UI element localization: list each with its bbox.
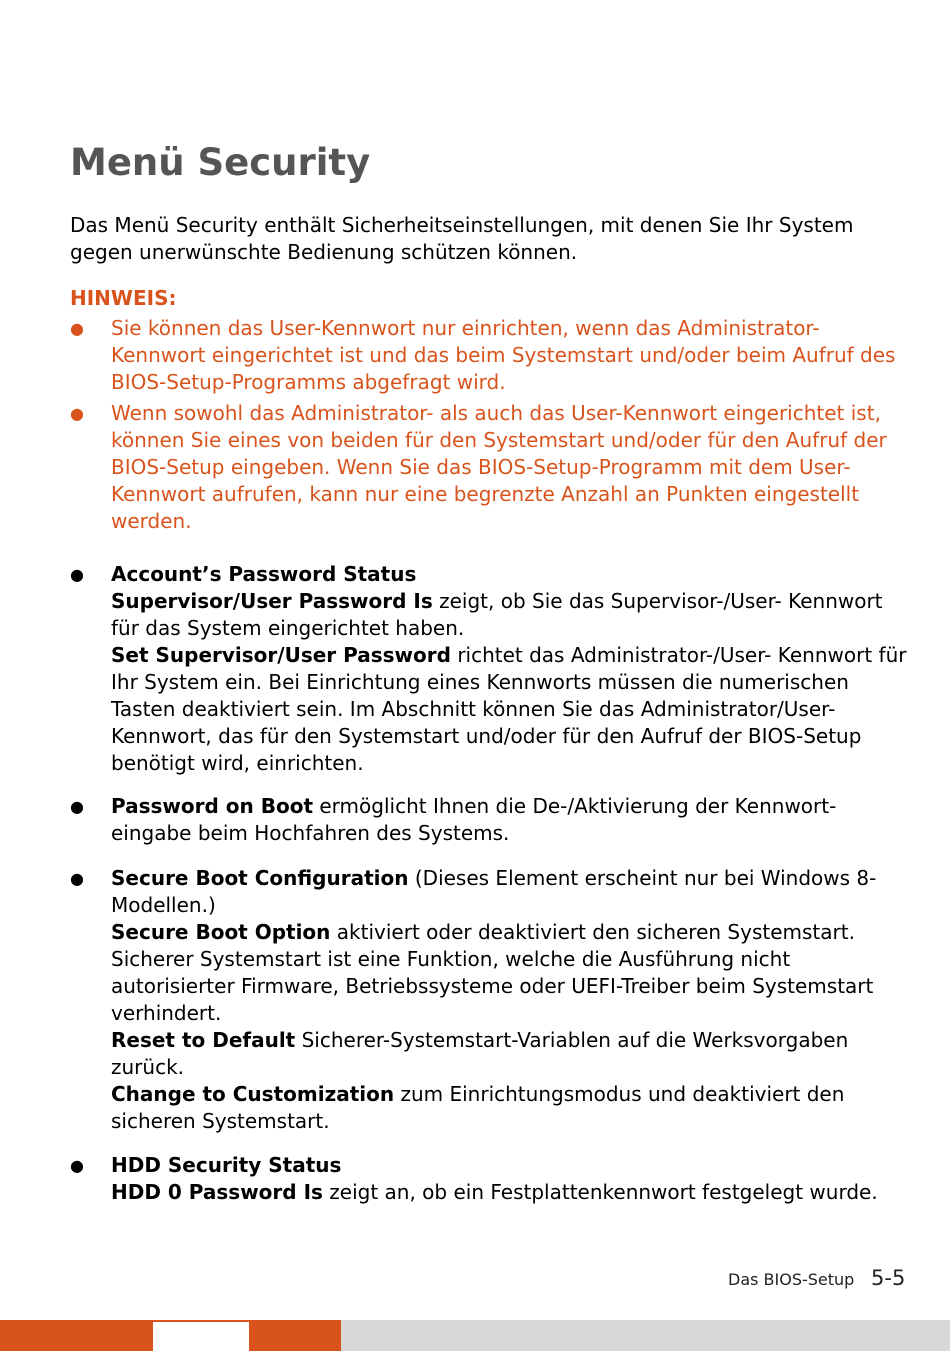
option-description: aktiviert oder deaktiviert den sicheren Systemstart. Sicherer Systemstart ist eine Funktion, welche die Ausführung nicht autorisierter Firmware, Betriebssysteme oder UEFI-Treiber beim Systemstart verhindert.	[111, 920, 874, 1025]
option-label: Secure Boot Option	[111, 920, 331, 944]
intro-paragraph: Das Menü Security enthält Sicherheitseinstellungen, mit denen Sie Ihr System gegen unerwünschte Bedienung schützen können.	[70, 213, 854, 264]
page-number: 5-5	[871, 1266, 906, 1290]
note-item	[70, 400, 910, 535]
bullet-icon: ●	[70, 869, 84, 888]
option-label: Supervisor/User Password Is	[111, 589, 433, 613]
option-description: (Dieses Element erscheint nur bei Windows 8-Modellen.)	[111, 866, 877, 917]
option-label: Set Supervisor/User Password	[111, 643, 451, 667]
footer-bar-gray	[341, 1320, 950, 1351]
list-item-secure-boot	[70, 865, 910, 1135]
footer-section-label: Das BIOS-Setup	[728, 1270, 855, 1289]
note-item-text: Wenn sowohl das Administrator- als auch das User-Kennwort eingerichtet ist, können Sie eines von beiden für den Systemstart und/oder für den Aufruf der BIOS-Setup eingeben. Wenn Sie das BIOS-Setup-Programm mit dem User-Kennwort aufrufen, kann nur eine begrenzte Anzahl an Punkten eingestellt werden.	[111, 401, 887, 533]
option-description: zeigt, ob Sie das Supervisor-/User- Kennwort für das System eingerichtet haben.	[111, 589, 883, 640]
footer-bar-accent	[249, 1320, 341, 1351]
option-label: Change to Customization	[111, 1082, 395, 1106]
option-description: richtet das Administrator-/User- Kennwort für Ihr System ein. Bei Einrichtung eines Kennworts müssen die numerischen Tasten deaktiviert sein. Im Abschnitt können Sie das Administrator/User-Kennwort, das für den Systemstart und/oder für den Aufruf der BIOS-Setup benötigt wird, einrichten.	[111, 643, 907, 775]
bullet-icon: ●	[70, 404, 84, 423]
item-heading: Account’s Password Status	[111, 562, 417, 586]
footer-bar-gap	[153, 1320, 249, 1351]
option-label: Reset to Default	[111, 1028, 296, 1052]
option-label: Password on Boot	[111, 794, 314, 818]
option-description: zum Einrichtungsmodus und deaktiviert den sicheren Systemstart.	[111, 1082, 845, 1133]
note-heading: HINWEIS:	[70, 286, 177, 310]
footer-bar-accent	[0, 1320, 153, 1351]
note-item-text: Sie können das User-Kennwort nur einrichten, wenn das Administrator-Kennwort eingerichtet ist und das beim Systemstart und/oder beim Aufruf des BIOS-Setup-Programms abgefragt wird.	[111, 316, 896, 394]
option-label: HDD 0 Password Is	[111, 1180, 323, 1204]
list-item-account-password	[70, 561, 910, 777]
bullet-icon: ●	[70, 565, 84, 584]
page-title: Menü Security	[70, 141, 371, 184]
option-description: zeigt an, ob ein Festplattenkennwort festgelegt wurde.	[329, 1180, 878, 1204]
bullet-icon: ●	[70, 797, 84, 816]
option-label: Secure Boot Configuration	[111, 866, 409, 890]
item-heading: HDD Security Status	[111, 1153, 342, 1177]
option-description: ermöglicht Ihnen die De-/Aktivierung der Kennwort-eingabe beim Hochfahren des Systems.	[111, 794, 837, 845]
list-item-hdd-security	[70, 1152, 910, 1206]
bullet-icon: ●	[70, 1156, 84, 1175]
bullet-icon: ●	[70, 319, 84, 338]
note-item	[70, 315, 910, 396]
option-description: Sicherer-Systemstart-Variablen auf die Werksvorgaben zurück.	[111, 1028, 849, 1079]
list-item-password-on-boot	[70, 793, 910, 847]
